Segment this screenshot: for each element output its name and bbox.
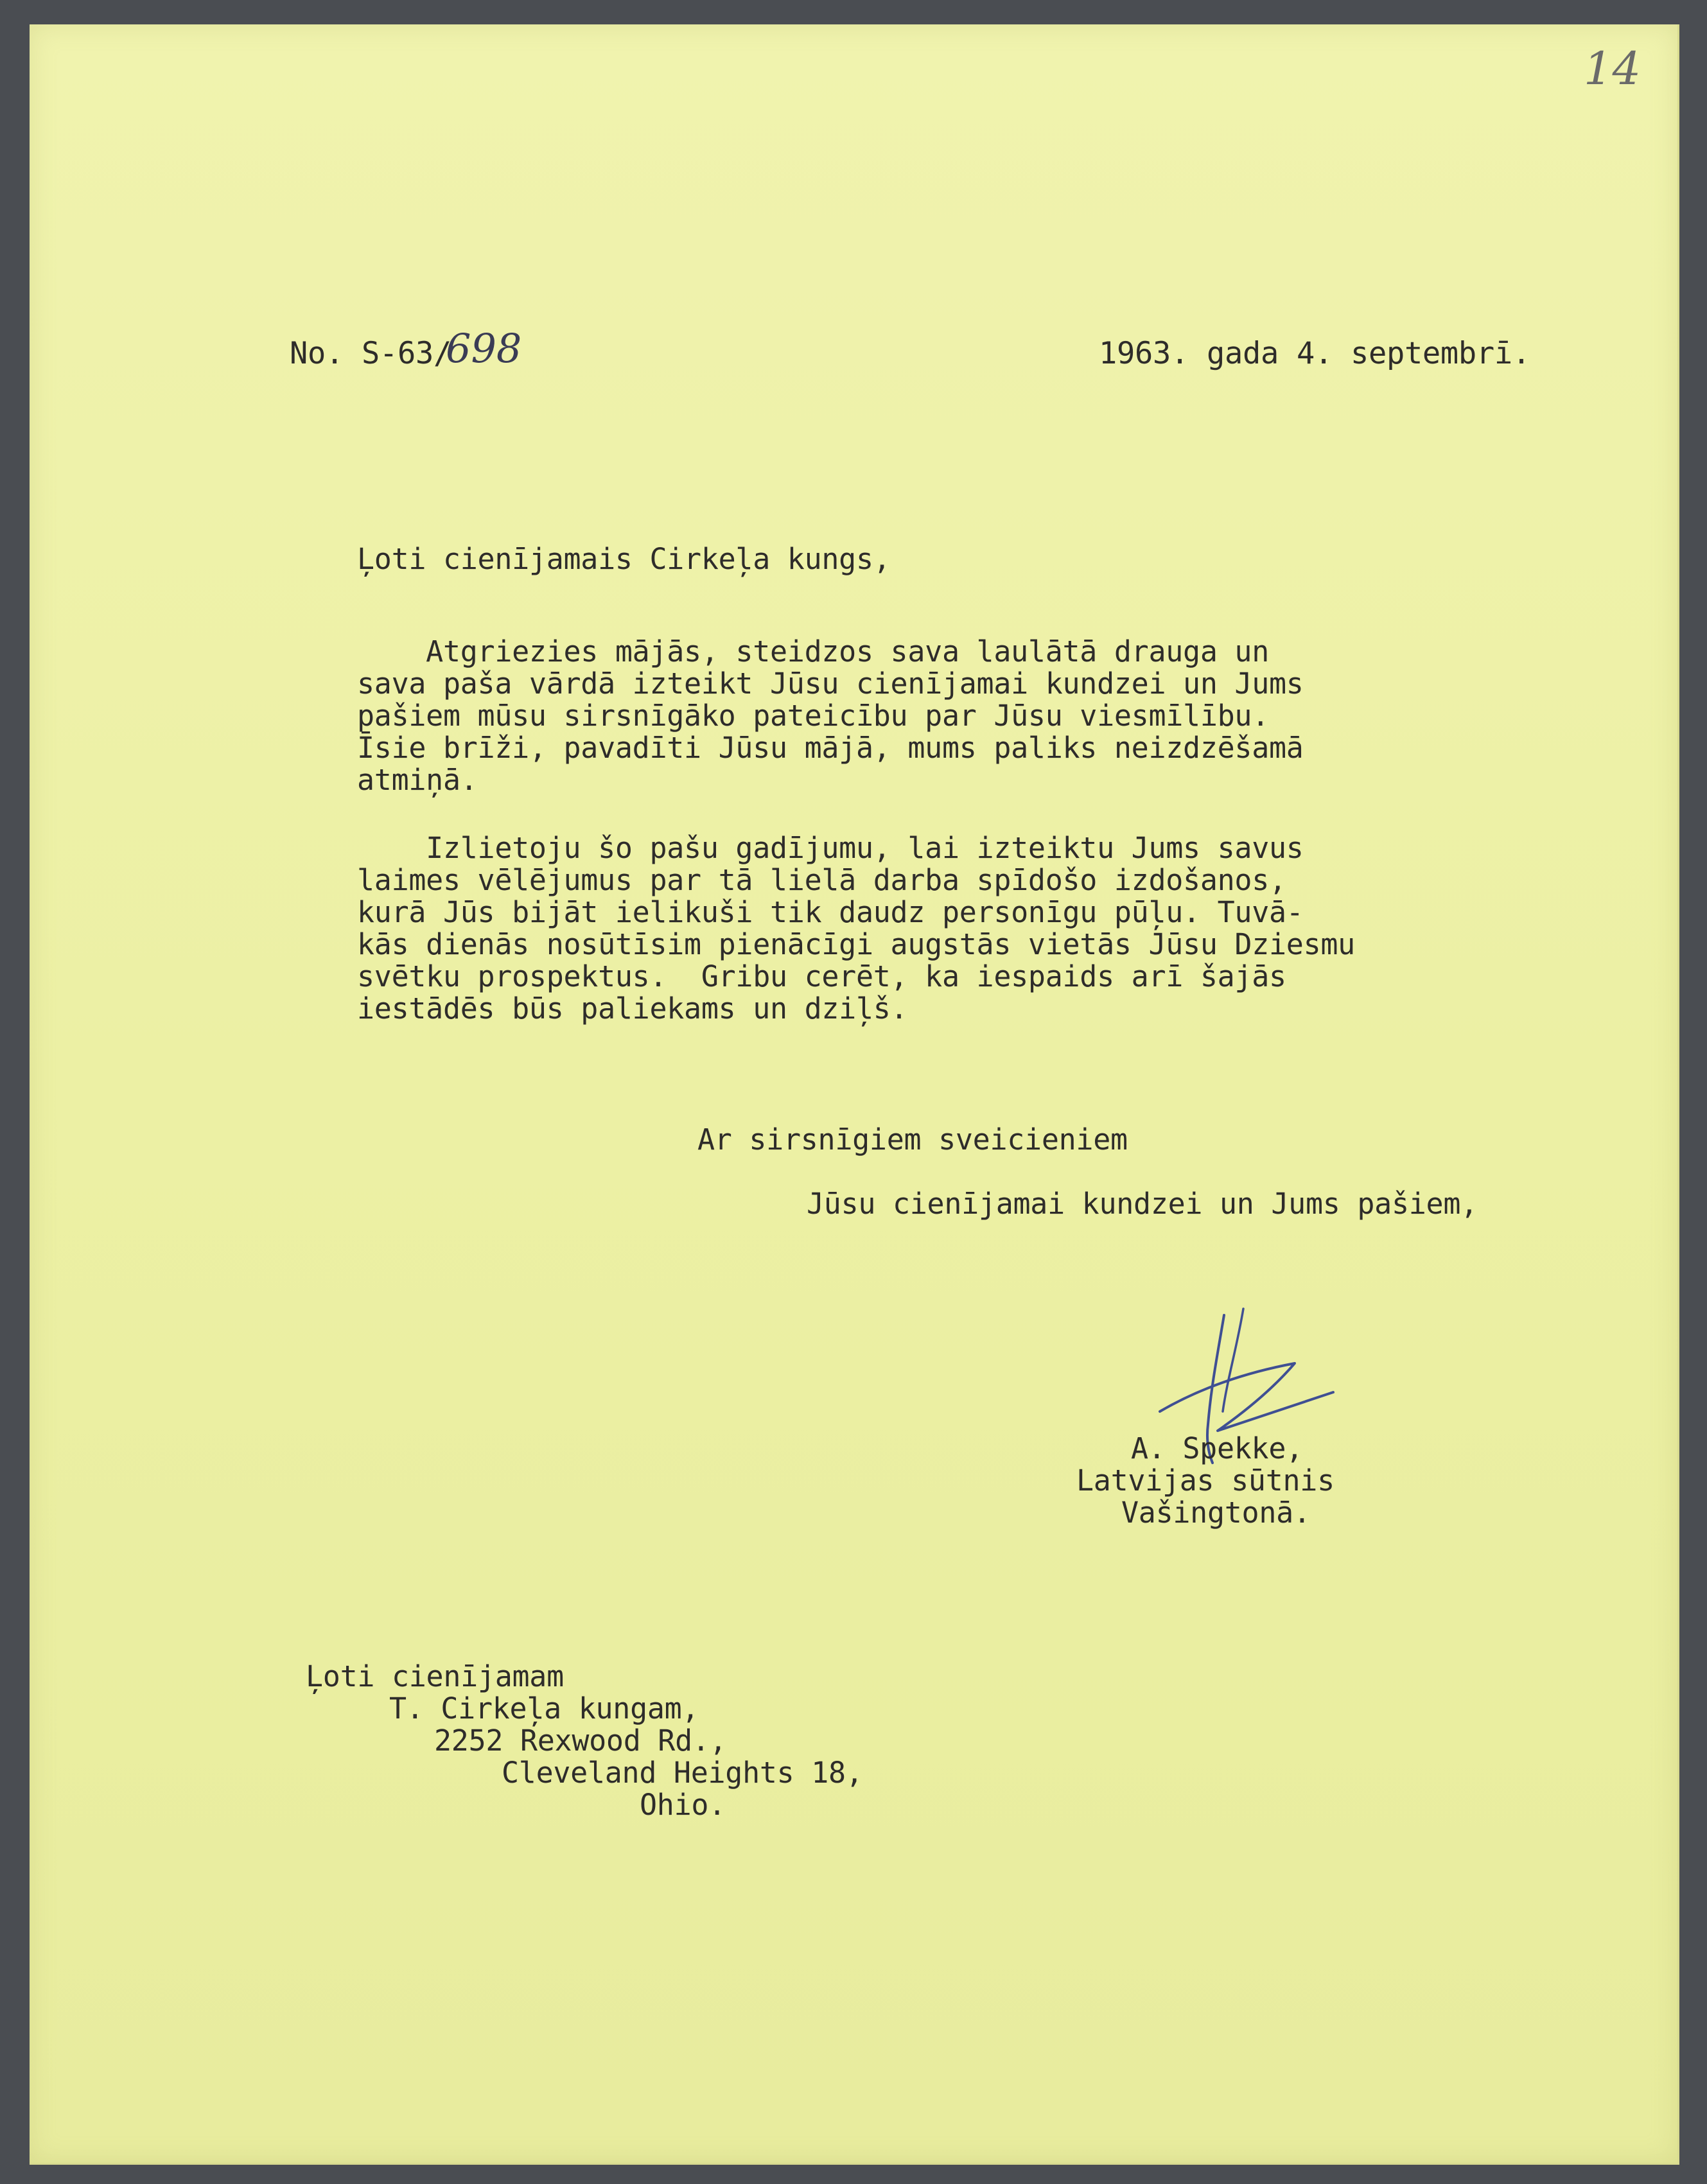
reference-handwritten: 698	[446, 325, 522, 372]
paragraph-line: atmiņā.	[357, 763, 478, 797]
paragraph-line: iestādēs būs paliekams un dziļš.	[357, 992, 908, 1026]
archive-mark: 14	[1584, 42, 1641, 95]
address-line: T. Cirkeļa kungam,	[389, 1691, 699, 1725]
address-line: Ohio.	[640, 1788, 726, 1822]
address-line: Cleveland Heights 18,	[502, 1756, 863, 1790]
paragraph-line: pašiem mūsu sirsnīgāko pateicību par Jūsu viesmīlību.	[357, 699, 1269, 733]
paragraph-line: Īsie brīži, pavadīti Jūsu mājā, mums paliks neizdzēšamā	[357, 731, 1304, 765]
address-line: Ļoti cienījamam	[306, 1659, 564, 1693]
signatory-location: Vašingtonā.	[1121, 1496, 1311, 1530]
address-line: 2252 Rexwood Rd.,	[434, 1724, 727, 1758]
paragraph-line: svētku prospektus. Gribu cerēt, ka iespaids arī šajās	[357, 959, 1286, 993]
signatory-name: A. Spekke,	[1131, 1431, 1303, 1465]
paragraph-line: Izlietoju šo pašu gadījumu, lai izteiktu Jums savus	[357, 831, 1304, 865]
signatory-title: Latvijas sūtnis	[1076, 1463, 1335, 1498]
paragraph-line: kurā Jūs bijāt ielikuši tik daudz personīgu pūļu. Tuvā-	[357, 895, 1304, 929]
paragraph-line: Atgriezies mājās, steidzos sava laulātā drauga un	[357, 634, 1269, 668]
reference-prefix: No. S-63/	[290, 336, 451, 371]
letter-page	[30, 24, 1679, 2165]
closing-line-1: Ar sirsnīgiem sveicieniem	[697, 1123, 1128, 1157]
paragraph-line: laimes vēlējumus par tā lielā darba spīdošo izdošanos,	[357, 863, 1286, 897]
paragraph-line: sava paša vārdā izteikt Jūsu cienījamai kundzei un Jums	[357, 667, 1304, 701]
closing-line-2: Jūsu cienījamai kundzei un Jums pašiem,	[807, 1187, 1478, 1221]
salutation: Ļoti cienījamais Cirkeļa kungs,	[357, 542, 891, 576]
paragraph-line: kās dienās nosūtīsim pienācīgi augstās vietās Jūsu Dziesmu	[357, 927, 1355, 961]
letter-date: 1963. gada 4. septembrī.	[1099, 336, 1530, 371]
